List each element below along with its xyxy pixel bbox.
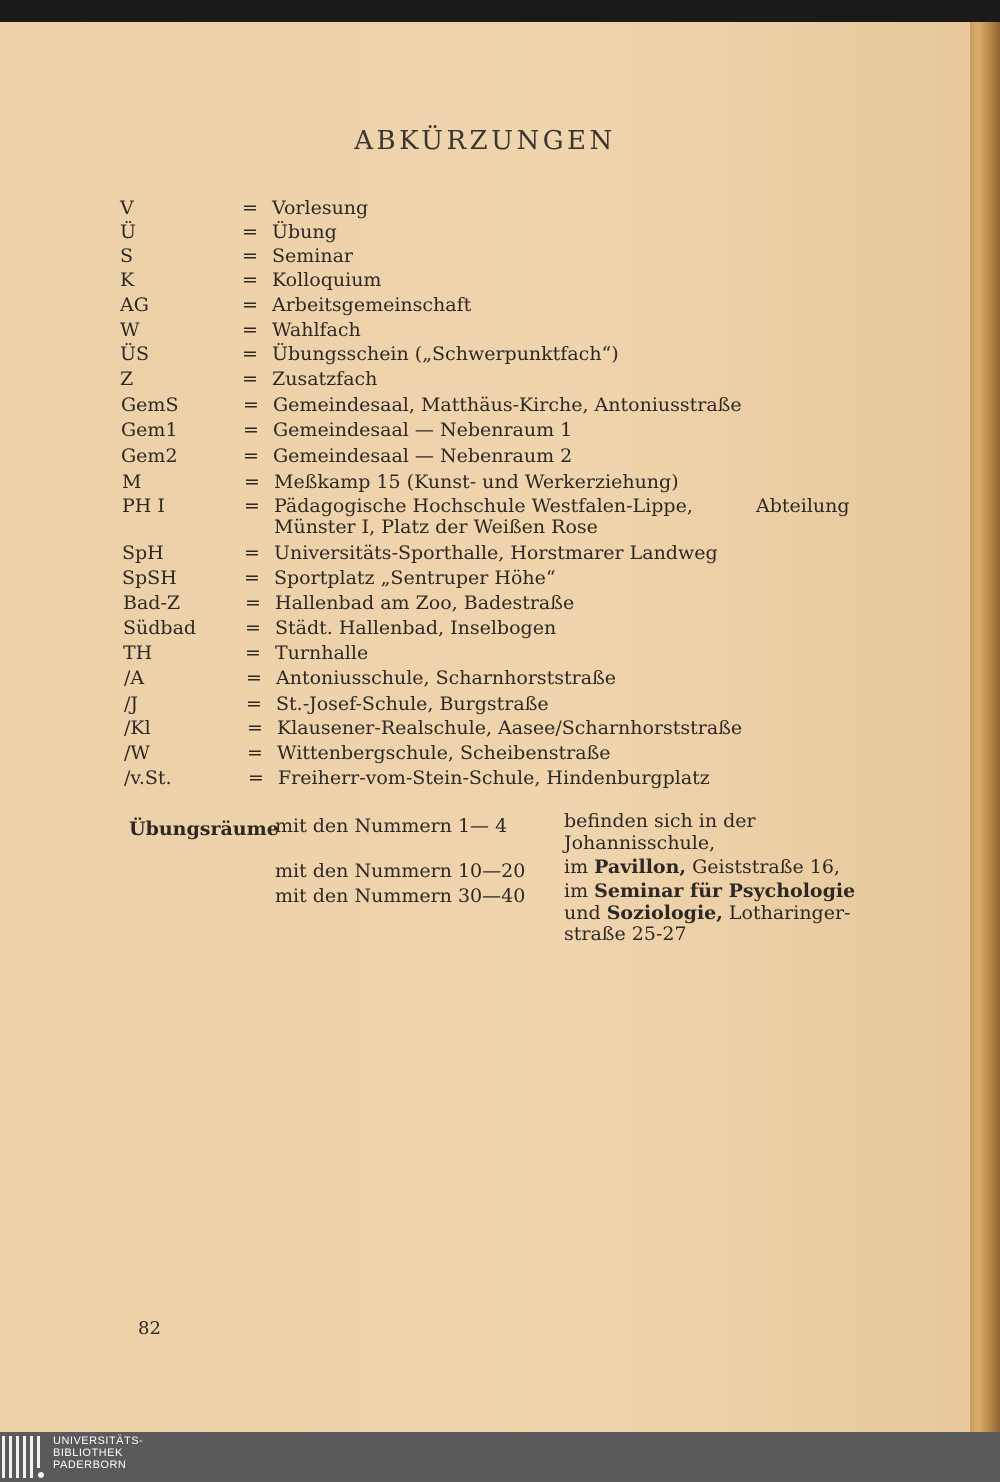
abbreviation-row bbox=[0, 196, 970, 221]
equals-sign: = bbox=[245, 642, 261, 664]
abbreviation-code: /A bbox=[124, 667, 145, 689]
room-location-3-line2-prefix: und bbox=[564, 902, 607, 924]
equals-sign: = bbox=[242, 245, 258, 267]
abbreviation-definition: Antoniusschule, Scharnhorststraße bbox=[276, 667, 617, 689]
library-logo-line3: PADERBORN bbox=[53, 1459, 127, 1471]
library-logo-dot-icon bbox=[38, 1472, 44, 1478]
abbreviation-code: /J bbox=[124, 693, 139, 715]
abbreviation-row bbox=[0, 641, 970, 666]
abbreviation-definition-right: Abteilung bbox=[756, 495, 850, 517]
abbreviation-code: SpH bbox=[122, 542, 164, 564]
library-logo-bars-icon bbox=[2, 1436, 44, 1478]
room-location-3-line3: straße 25-27 bbox=[564, 923, 687, 945]
room-location-2-prefix: im bbox=[564, 856, 595, 878]
equals-sign: = bbox=[247, 742, 263, 764]
room-location-3-line2-bold: Soziologie, bbox=[606, 902, 723, 924]
abbreviation-code: W bbox=[120, 319, 140, 341]
room-location-1-line2: Johannisschule, bbox=[564, 832, 716, 854]
equals-sign: = bbox=[242, 197, 258, 219]
room-location-3-bold: Seminar für Psychologie bbox=[594, 880, 856, 902]
abbreviation-row bbox=[0, 367, 970, 392]
abbreviation-code: AG bbox=[120, 294, 149, 316]
room-location-2 bbox=[564, 856, 840, 878]
abbreviation-code: Gem2 bbox=[121, 445, 178, 467]
library-logo-line2: BIBLIOTHEK bbox=[53, 1447, 123, 1459]
abbreviation-row bbox=[0, 318, 970, 343]
abbreviation-code: Bad-Z bbox=[123, 592, 181, 614]
abbreviation-row bbox=[0, 541, 970, 566]
scan-top-border bbox=[0, 0, 1000, 22]
room-location-3-line1 bbox=[564, 880, 855, 902]
abbreviation-row bbox=[0, 268, 970, 293]
abbreviation-definition: Freiherr-vom-Stein-Schule, Hindenburgplatz bbox=[278, 767, 710, 789]
equals-sign: = bbox=[246, 693, 262, 715]
abbreviation-code: TH bbox=[123, 642, 153, 664]
equals-sign: = bbox=[248, 767, 264, 789]
abbreviation-row bbox=[0, 494, 970, 538]
abbreviation-definition: Vorlesung bbox=[272, 197, 369, 219]
abbreviation-code: S bbox=[120, 245, 134, 267]
abbreviation-definition: Städt. Hallenbad, Inselbogen bbox=[275, 617, 557, 639]
abbreviation-row bbox=[0, 244, 970, 269]
equals-sign: = bbox=[244, 567, 260, 589]
equals-sign: = bbox=[244, 495, 260, 517]
abbreviation-row bbox=[0, 220, 970, 245]
abbreviation-code: PH I bbox=[122, 495, 165, 517]
abbreviation-definition: Kolloquium bbox=[272, 269, 382, 291]
abbreviation-code: K bbox=[120, 269, 135, 291]
abbreviation-row bbox=[0, 716, 970, 741]
equals-sign: = bbox=[243, 394, 259, 416]
equals-sign: = bbox=[242, 269, 258, 291]
equals-sign: = bbox=[247, 717, 263, 739]
abbreviation-code: Südbad bbox=[123, 617, 197, 639]
abbreviation-code: Ü bbox=[120, 221, 137, 243]
abbreviation-row bbox=[0, 566, 970, 591]
abbreviation-row bbox=[0, 692, 970, 717]
abbreviation-code: Gem1 bbox=[121, 419, 178, 441]
abbreviation-definition: St.-Josef-Schule, Burgstraße bbox=[276, 693, 549, 715]
abbreviation-definition: Klausener-Realschule, Aasee/Scharnhorststraße bbox=[277, 717, 743, 739]
room-location-3-line2-suffix: Lotharinger- bbox=[722, 902, 851, 924]
abbreviation-row bbox=[0, 293, 970, 318]
abbreviation-row bbox=[0, 591, 970, 616]
abbreviation-row bbox=[0, 766, 970, 791]
library-logo bbox=[0, 1432, 200, 1482]
abbreviation-code: /W bbox=[124, 742, 150, 764]
equals-sign: = bbox=[242, 221, 258, 243]
room-location-2-bold: Pavillon, bbox=[594, 856, 687, 878]
equals-sign: = bbox=[245, 592, 261, 614]
abbreviation-code: M bbox=[122, 471, 142, 493]
abbreviation-definition: Turnhalle bbox=[275, 642, 369, 664]
abbreviation-definition-line2: Münster I, Platz der Weißen Rose bbox=[274, 516, 598, 538]
abbreviation-definition: Universitäts-Sporthalle, Horstmarer Landweg bbox=[274, 542, 718, 564]
room-range-1: mit den Nummern 1— 4 bbox=[275, 815, 508, 837]
abbreviation-row bbox=[0, 470, 970, 495]
equals-sign: = bbox=[243, 419, 259, 441]
page-edge bbox=[970, 22, 1000, 1432]
page-title: ABKÜRZUNGEN bbox=[354, 126, 616, 156]
equals-sign: = bbox=[246, 667, 262, 689]
abbreviation-row bbox=[0, 418, 970, 443]
room-location-2-suffix: Geiststraße 16, bbox=[686, 856, 840, 878]
abbreviation-code: Z bbox=[120, 368, 134, 390]
equals-sign: = bbox=[245, 617, 261, 639]
uebungsraeume-label: Übungsräume bbox=[129, 818, 279, 840]
abbreviation-row bbox=[0, 666, 970, 691]
equals-sign: = bbox=[244, 542, 260, 564]
abbreviation-definition: Pädagogische Hochschule Westfalen-Lippe, bbox=[274, 495, 693, 517]
abbreviation-definition: Meßkamp 15 (Kunst- und Werkerziehung) bbox=[274, 471, 679, 493]
abbreviation-definition: Hallenbad am Zoo, Badestraße bbox=[275, 592, 575, 614]
abbreviation-code: /Kl bbox=[124, 717, 151, 739]
abbreviation-definition: Seminar bbox=[272, 245, 354, 267]
abbreviation-definition: Übung bbox=[272, 221, 337, 243]
equals-sign: = bbox=[244, 471, 260, 493]
room-range-3: mit den Nummern 30—40 bbox=[275, 885, 526, 907]
room-range-2: mit den Nummern 10—20 bbox=[275, 860, 526, 882]
abbreviation-definition: Wahlfach bbox=[272, 319, 361, 341]
equals-sign: = bbox=[243, 445, 259, 467]
abbreviation-definition: Sportplatz „Sentruper Höhe“ bbox=[274, 567, 556, 589]
abbreviation-row bbox=[0, 393, 970, 418]
abbreviation-code: /v.St. bbox=[124, 767, 172, 789]
abbreviation-definition: Gemeindesaal, Matthäus-Kirche, Antoniusstraße bbox=[273, 394, 742, 416]
library-logo-line1: UNIVERSITÄTS- bbox=[53, 1435, 144, 1447]
room-location-3-prefix: im bbox=[564, 880, 595, 902]
abbreviation-definition: Gemeindesaal — Nebenraum 2 bbox=[273, 445, 573, 467]
equals-sign: = bbox=[242, 294, 258, 316]
room-location-3-line2 bbox=[564, 902, 850, 924]
page-number: 82 bbox=[138, 1318, 161, 1339]
room-location-1-line1: befinden sich in der bbox=[564, 810, 756, 832]
abbreviation-row bbox=[0, 444, 970, 469]
abbreviation-code: SpSH bbox=[122, 567, 177, 589]
abbreviation-row bbox=[0, 342, 970, 367]
abbreviation-definition: Wittenbergschule, Scheibenstraße bbox=[277, 742, 611, 764]
abbreviation-code: V bbox=[120, 197, 134, 219]
equals-sign: = bbox=[242, 368, 258, 390]
abbreviation-definition: Zusatzfach bbox=[272, 368, 378, 390]
equals-sign: = bbox=[242, 319, 258, 341]
abbreviation-definition: Übungsschein („Schwerpunktfach“) bbox=[272, 343, 619, 365]
abbreviation-definition: Arbeitsgemeinschaft bbox=[272, 294, 472, 316]
abbreviation-row bbox=[0, 616, 970, 641]
abbreviation-definition: Gemeindesaal — Nebenraum 1 bbox=[273, 419, 573, 441]
equals-sign: = bbox=[242, 343, 258, 365]
abbreviation-row bbox=[0, 741, 970, 766]
abbreviation-code: ÜS bbox=[120, 343, 150, 365]
abbreviation-code: GemS bbox=[121, 394, 179, 416]
